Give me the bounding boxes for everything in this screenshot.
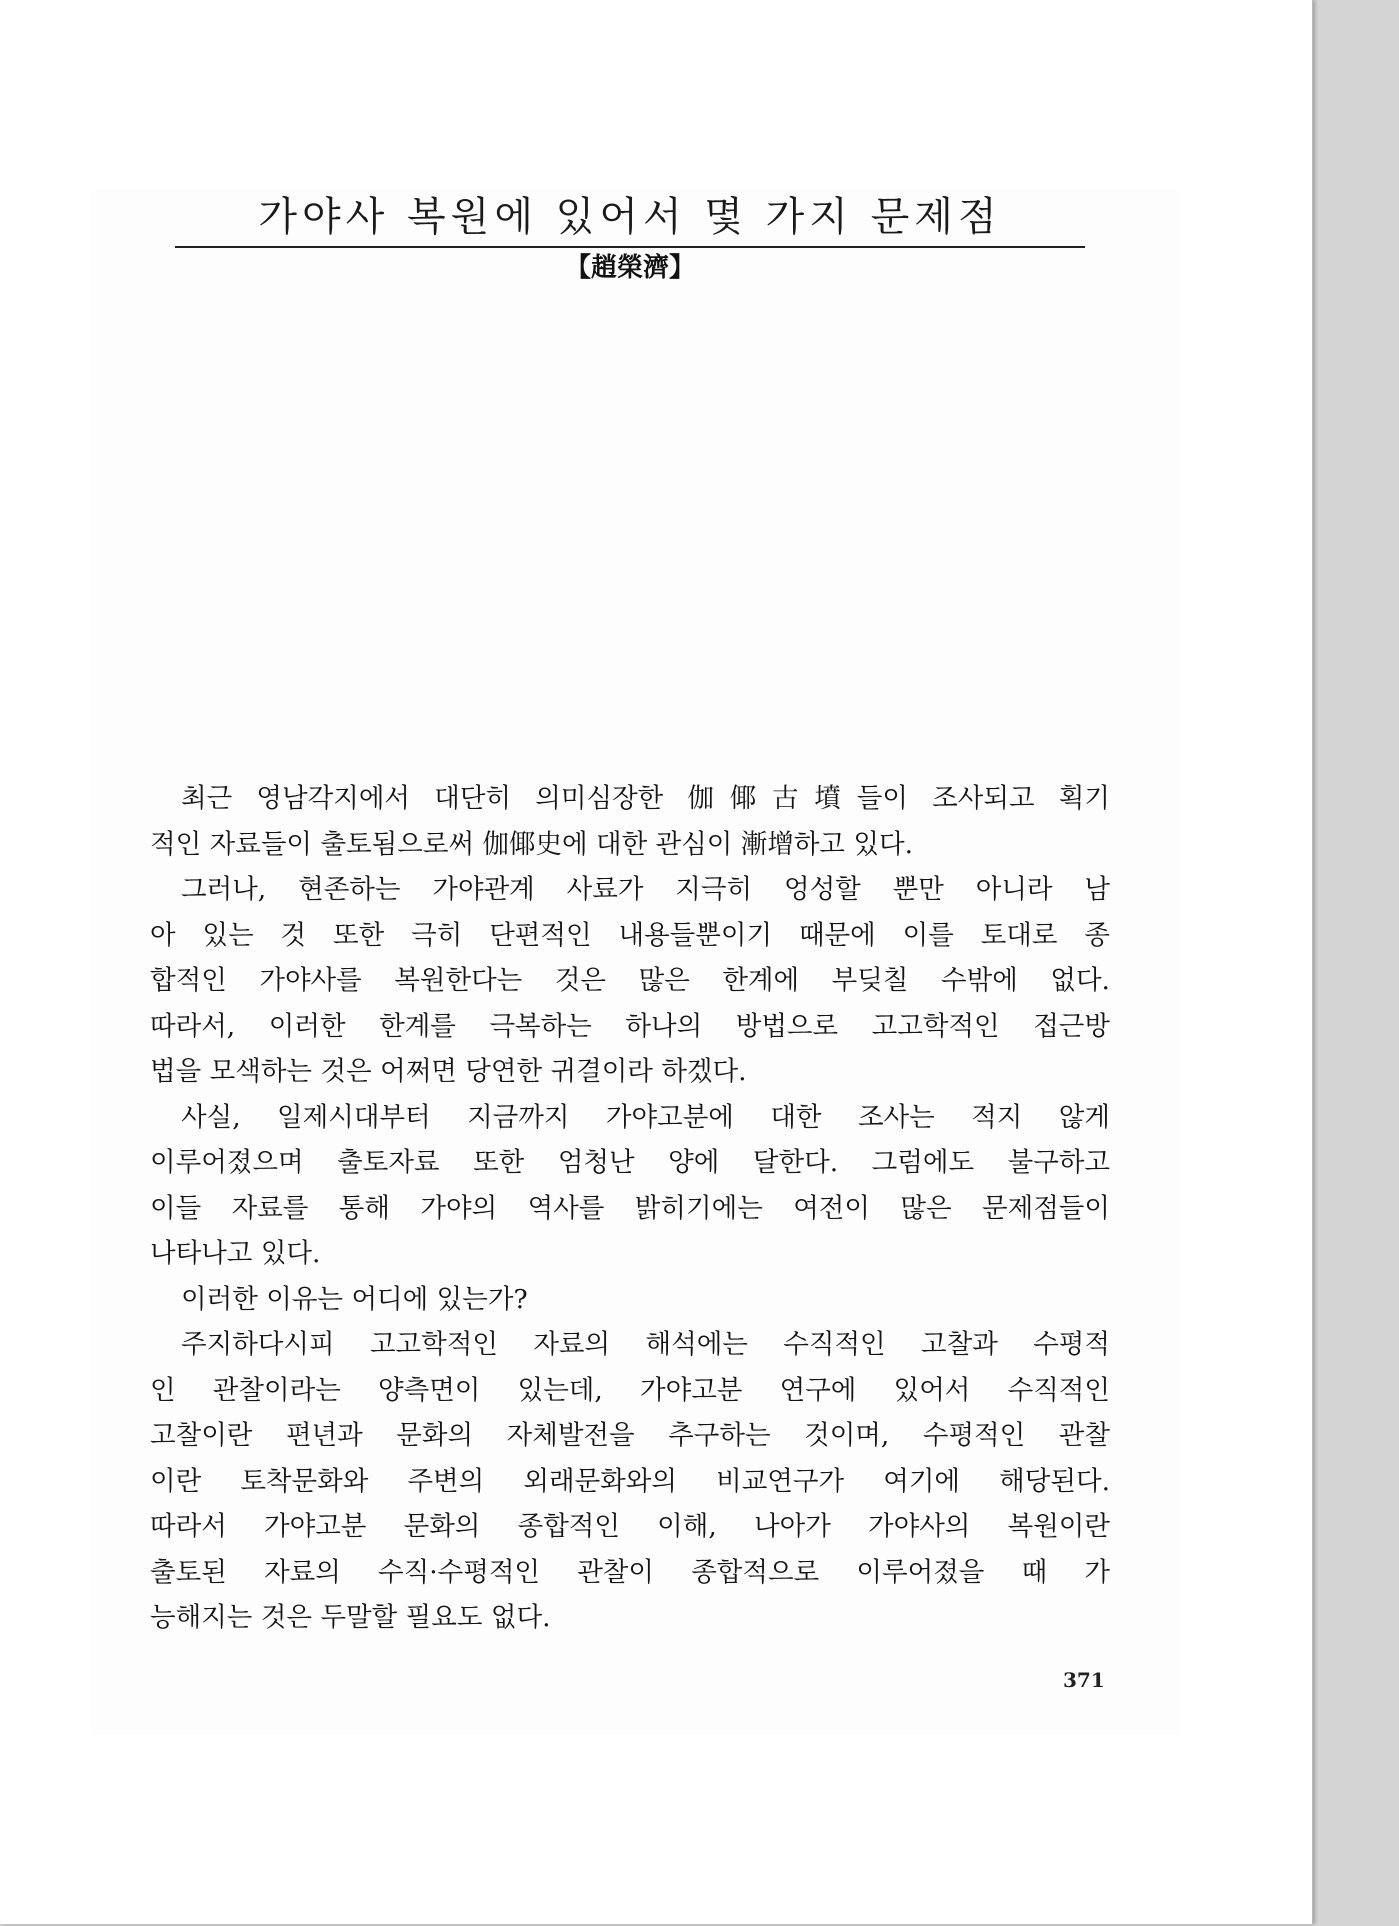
body-line: 사실, 일제시대부터 지금까지 가야고분에 대한 조사는 적지 않게 xyxy=(181,1101,1110,1133)
body-line: 이루어졌으며 출토자료 또한 엄청난 양에 달한다. 그럼에도 불구하고 xyxy=(150,1147,1110,1178)
page-number: 371 xyxy=(1063,1668,1105,1692)
body-line: 나타나고 있다. xyxy=(150,1238,321,1269)
body-line: 인 관찰이라는 양측면이 있는데, 가야고분 연구에 있어서 수직적인 xyxy=(150,1374,1110,1406)
article-body xyxy=(150,776,1110,1641)
body-line: 이러한 이유는 어디에 있는가? xyxy=(181,1283,528,1315)
title-divider xyxy=(175,246,1085,248)
body-line: 따라서, 이러한 한계를 극복하는 하나의 방법으로 고고학적인 접근방 xyxy=(150,1010,1110,1042)
author-name: 【趙榮濟】 xyxy=(564,253,695,283)
body-line: 적인 자료들이 출토됨으로써 伽倻史에 대한 관심이 漸增하고 있다. xyxy=(150,828,914,860)
body-line: 고찰이란 편년과 문화의 자체발전을 추구하는 것이며, 수평적인 관찰 xyxy=(150,1420,1110,1451)
body-line: 합적인 가야사를 복원한다는 것은 많은 한계에 부딪칠 수밖에 없다. xyxy=(150,965,1110,996)
body-line: 능해지는 것은 두말할 필요도 없다. xyxy=(150,1602,551,1633)
body-line: 주지하다시피 고고학적인 자료의 해석에는 수직적인 고찰과 수평적 xyxy=(181,1329,1110,1360)
body-line: 출토된 자료의 수직·수평적인 관찰이 종합적으로 이루어졌을 때 가 xyxy=(150,1556,1110,1588)
body-line: 그러나, 현존하는 가야관계 사료가 지극히 엉성할 뿐만 아니라 남 xyxy=(181,874,1110,905)
body-line: 이들 자료를 통해 가야의 역사를 밝히기에는 여전이 많은 문제점들이 xyxy=(150,1192,1110,1224)
body-line: 아 있는 것 또한 극히 단편적인 내용들뿐이기 때문에 이를 토대로 종 xyxy=(150,919,1110,951)
body-line: 최근 영남각지에서 대단히 의미심장한 伽倻古墳들이 조사되고 획기 xyxy=(181,783,1110,814)
body-line: 법을 모색하는 것은 어쩌면 당연한 귀결이라 하겠다. xyxy=(150,1056,747,1087)
body-line: 따라서 가야고분 문화의 종합적인 이해, 나아가 가야사의 복원이란 xyxy=(150,1511,1110,1542)
article-title: 가야사 복원에 있어서 몇 가지 문제점 xyxy=(258,194,1002,240)
body-line: 이란 토착문화와 주변의 외래문화와의 비교연구가 여기에 해당된다. xyxy=(150,1465,1110,1497)
